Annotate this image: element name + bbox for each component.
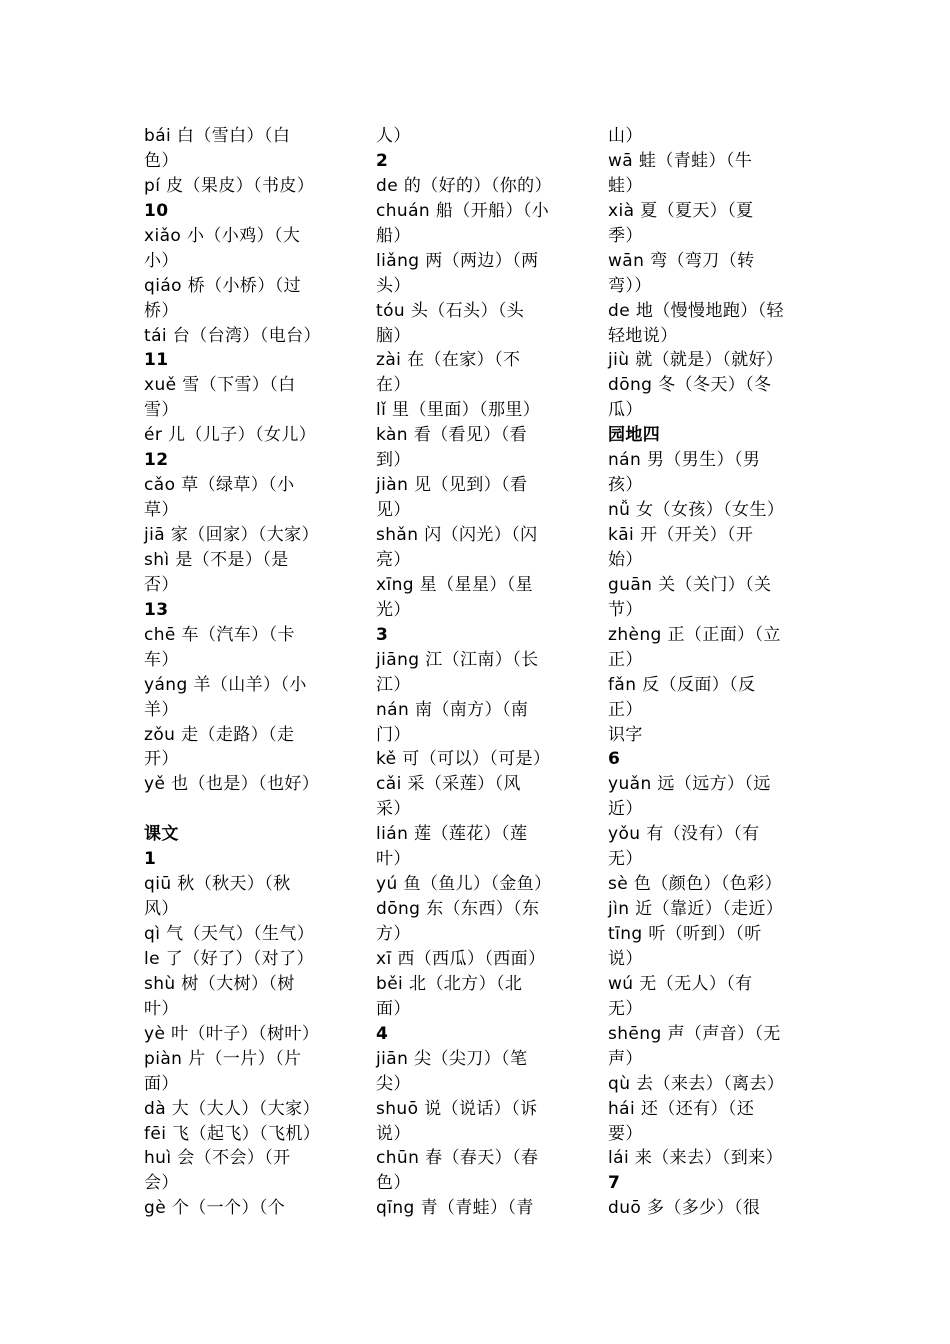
vocab-line: 人） — [376, 126, 411, 146]
section-heading: 10 — [144, 200, 169, 221]
vocab-line: xià 夏（夏天）（夏 — [608, 200, 754, 221]
vocab-line: 会） — [144, 1173, 179, 1194]
vocab-line: 季） — [608, 225, 643, 246]
vocab-line: jiā 家（回家）（大家） — [144, 525, 319, 545]
vocab-line: lǐ 里（里面）（那里） — [376, 400, 541, 421]
vocab-line: 正） — [608, 649, 643, 670]
vocab-line: qīng 青（青蛙）（青 — [376, 1198, 534, 1219]
vocab-line: qiū 秋（秋天）（秋 — [144, 874, 291, 895]
vocab-line: cǎo 草（绿草）（小 — [144, 475, 295, 496]
vocab-line: 色） — [144, 150, 179, 171]
vocab-line: zài 在（在家）（不 — [376, 350, 521, 371]
section-heading: 7 — [608, 1173, 621, 1194]
vocab-line: jiàn 见（见到）（看 — [376, 475, 528, 496]
vocab-line: kě 可（可以）（可是） — [376, 749, 551, 770]
vocab-line: bái 白（雪白）（白 — [144, 126, 291, 146]
vocab-line: tīng 听（听到）（听 — [608, 924, 762, 944]
vocab-line: jìn 近（靠近）（走近） — [608, 899, 784, 920]
vocab-line: 无） — [608, 849, 643, 870]
vocab-line: qiáo 桥（小桥）（过 — [144, 275, 302, 296]
vocab-line: 孩） — [608, 475, 643, 496]
vocab-line: zhèng 正（正面）（立 — [608, 624, 781, 645]
vocab-line: 见） — [376, 500, 411, 521]
vocab-line: 叶） — [144, 998, 179, 1019]
vocab-line: xī 西（西瓜）（西面） — [376, 948, 546, 969]
section-heading: 11 — [144, 350, 169, 371]
vocab-line: 山） — [608, 126, 643, 146]
vocab-line: 风） — [144, 899, 179, 920]
section-heading: 3 — [376, 624, 389, 645]
vocab-line: 正） — [608, 699, 643, 720]
vocab-line: lái 来（来去）（到来） — [608, 1148, 783, 1169]
vocab-line: piàn 片（一片）（片 — [144, 1048, 302, 1069]
vocab-line: wú 无（无人）（有 — [608, 973, 753, 994]
vocab-line: 草） — [144, 500, 179, 521]
vocab-line: 叶） — [376, 849, 411, 870]
vocab-line: shēng 声（声音）（无 — [608, 1023, 781, 1044]
vocab-line: 脑） — [376, 325, 411, 346]
vocab-line: de 地（慢慢地跑）（轻 — [608, 300, 784, 321]
vocab-line: nǚ 女（女孩）（女生） — [608, 500, 785, 521]
vocab-line: 节） — [608, 599, 643, 620]
section-heading: 4 — [376, 1023, 389, 1044]
vocab-line: 说） — [376, 1123, 411, 1144]
vocab-line: 江） — [376, 674, 411, 695]
vocab-line: ér 儿（儿子）（女儿） — [144, 425, 317, 446]
vocab-line: liǎng 两（两边）（两 — [376, 250, 539, 271]
vocab-line: yǒu 有（没有）（有 — [608, 824, 760, 845]
vocab-line: 桥） — [144, 300, 179, 321]
vocab-line: wān 弯（弯刀（转 — [608, 250, 755, 271]
section-heading: 12 — [144, 450, 169, 471]
vocab-line: shù 树（大树）（树 — [144, 973, 295, 994]
vocab-line: 开） — [144, 749, 179, 770]
vocab-line: 近） — [608, 799, 643, 820]
section-heading: 课文 — [144, 824, 179, 845]
vocab-line: dōng 东（东西）（东 — [376, 899, 540, 920]
vocab-line: 否） — [144, 574, 179, 595]
vocab-line: le 了（好了）（对了） — [144, 948, 314, 969]
vocab-line: xīng 星（星星）（星 — [376, 574, 534, 595]
vocab-line: yè 叶（叶子）（树叶） — [144, 1023, 320, 1044]
vocab-line: nán 南（南方）（南 — [376, 699, 529, 720]
vocab-line: jiān 尖（尖刀）（笔 — [376, 1048, 528, 1069]
vocab-line: jiù 就（就是）（就好） — [608, 350, 784, 371]
vocab-line: 说） — [608, 948, 643, 969]
vocab-line: lián 莲（莲花）（莲 — [376, 824, 528, 845]
vocab-line: chūn 春（春天）（春 — [376, 1148, 539, 1169]
vocab-line: tóu 头（石头）（头 — [376, 300, 525, 321]
vocab-line: hái 还（还有）（还 — [608, 1098, 755, 1119]
vocab-line: yuǎn 远（远方）（远 — [608, 774, 771, 795]
vocab-line: kāi 开（开关）（开 — [608, 525, 754, 545]
vocab-line: shì 是（不是）（是 — [144, 549, 289, 570]
vocab-line: chuán 船（开船）（小 — [376, 200, 550, 221]
vocab-line: 瓜） — [608, 400, 643, 421]
vocab-line: wā 蛙（青蛙）（牛 — [608, 150, 753, 171]
vocab-line: 蛙） — [608, 175, 643, 196]
vocab-line: 色） — [376, 1173, 411, 1194]
vocab-line: 船） — [376, 225, 411, 246]
vocab-line: xuě 雪（下雪）（白 — [144, 375, 296, 396]
vocab-line: 声） — [608, 1048, 643, 1069]
vocab-line: duō 多（多少）（很 — [608, 1198, 761, 1219]
vocab-line: 门） — [376, 724, 411, 745]
vocab-line: 头） — [376, 275, 411, 296]
vocab-line: 无） — [608, 998, 643, 1019]
vocab-line: 轻地说） — [608, 325, 678, 346]
vocab-line: yú 鱼（鱼儿）（金鱼） — [376, 874, 552, 895]
vocab-line: běi 北（北方）（北 — [376, 973, 523, 994]
text-column-2 — [376, 124, 576, 1221]
vocab-line: shuō 说（说话）（诉 — [376, 1098, 538, 1119]
vocab-line: 亮） — [376, 549, 411, 570]
vocab-line: 车） — [144, 649, 179, 670]
vocab-line: yáng 羊（山羊）（小 — [144, 674, 307, 695]
vocab-line: 光） — [376, 599, 411, 620]
vocab-line: 羊） — [144, 699, 179, 720]
vocab-line: 要） — [608, 1123, 643, 1144]
vocab-line: 采） — [376, 799, 411, 820]
vocab-line: 识字 — [608, 724, 643, 745]
section-heading: 6 — [608, 749, 621, 770]
vocab-line: guān 关（关门）（关 — [608, 574, 772, 595]
vocab-line: sè 色（颜色）（色彩） — [608, 874, 783, 895]
vocab-line: tái 台（台湾）（电台） — [144, 325, 321, 346]
vocab-line: 到） — [376, 450, 411, 471]
section-heading: 2 — [376, 150, 389, 171]
vocab-line: de 的（好的）（你的） — [376, 175, 552, 196]
vocab-line: yě 也（也是）（也好） — [144, 774, 320, 795]
vocab-line: fēi 飞（起飞）（飞机） — [144, 1123, 321, 1144]
vocab-line: qù 去（来去）（离去） — [608, 1073, 785, 1094]
vocab-line: nán 男（男生）（男 — [608, 450, 761, 471]
section-heading: 园地四 — [608, 425, 661, 446]
vocab-line: shǎn 闪（闪光）（闪 — [376, 525, 538, 545]
vocab-line: 面） — [144, 1073, 179, 1094]
vocab-line: 面） — [376, 998, 411, 1019]
vocab-line: zǒu 走（走路）（走 — [144, 724, 295, 745]
vocab-line: fǎn 反（反面）（反 — [608, 674, 756, 695]
vocab-line: 方） — [376, 924, 411, 944]
vocab-line: 尖） — [376, 1073, 411, 1094]
vocab-line: kàn 看（看见）（看 — [376, 425, 528, 446]
vocab-line: dōng 冬（冬天）（冬 — [608, 375, 772, 396]
vocab-line: 弯）） — [608, 275, 652, 296]
vocab-line: dà 大（大人）（大家） — [144, 1098, 320, 1119]
vocab-line — [144, 797, 344, 822]
vocab-line: pí 皮（果皮）（书皮） — [144, 175, 315, 196]
section-heading: 13 — [144, 599, 169, 620]
vocab-line: qì 气（天气）（生气） — [144, 924, 315, 944]
vocab-line: 始） — [608, 549, 643, 570]
vocab-line: 小） — [144, 250, 179, 271]
section-heading: 1 — [144, 849, 157, 870]
vocab-line: huì 会（不会）（开 — [144, 1148, 291, 1169]
text-column-3 — [608, 124, 808, 1221]
vocab-line: 雪） — [144, 400, 179, 421]
vocab-line: jiāng 江（江南）（长 — [376, 649, 539, 670]
vocab-line: gè 个（一个）（个 — [144, 1198, 286, 1219]
vocab-line: xiǎo 小（小鸡）（大 — [144, 225, 301, 246]
text-column-1 — [144, 124, 344, 1221]
vocab-line: chē 车（汽车）（卡 — [144, 624, 295, 645]
vocab-line: cǎi 采（采莲）（风 — [376, 774, 521, 795]
vocab-line: 在） — [376, 375, 411, 396]
